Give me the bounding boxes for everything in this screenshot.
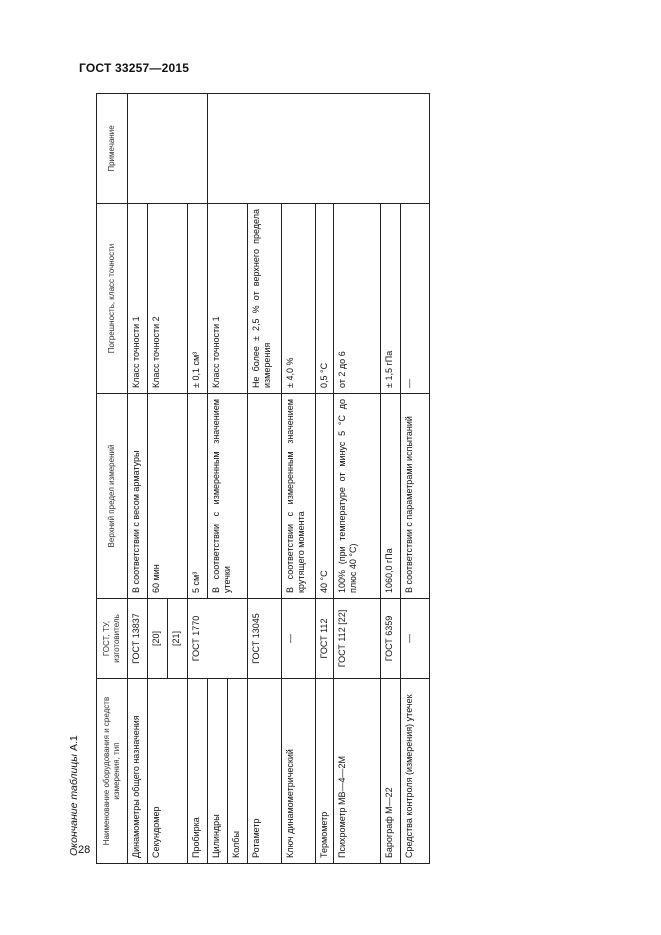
table-caption [68, 735, 80, 856]
cell-name: Средства контроля (измерения) утечек [401, 679, 430, 864]
cell-limit: 100% (при температуре от минус 5 °С до плюс 40 °С) [334, 394, 381, 599]
cell-limit: 5 см³ [188, 394, 208, 599]
cell-name: Колбы [228, 679, 248, 864]
cell-limit: 60 мин [148, 394, 188, 599]
col-header-limit: Верхний предел измерений [97, 394, 128, 599]
equipment-table [96, 93, 430, 864]
cell-note [208, 94, 430, 204]
cell-name: Ротаметр [248, 679, 282, 864]
cell-name: Ключ динамометрический [282, 679, 316, 864]
caption-number: А.1 [68, 735, 80, 752]
cell-standard: ГОСТ 13837 [128, 599, 148, 679]
cell-limit: 40 °С [316, 394, 334, 599]
table-row [248, 94, 282, 864]
cell-accuracy: ± 1,5 гПа [381, 204, 401, 394]
cell-limit [248, 394, 282, 599]
cell-standard: ГОСТ 13045 [248, 599, 282, 679]
cell-accuracy: Класс точности 1 [208, 204, 248, 394]
cell-accuracy: ± 0,1 см³ [188, 204, 208, 394]
cell-name: Цилиндры [208, 679, 228, 864]
table-header-row [97, 94, 128, 864]
cell-limit: В соответствии с весом арматуры [128, 394, 148, 599]
cell-accuracy: Класс точности 1 [128, 204, 148, 394]
rotated-table-block [68, 94, 422, 864]
cell-name: Секундомер [148, 679, 188, 864]
table-row [316, 94, 334, 864]
table-row [282, 94, 316, 864]
cell-accuracy: от 2 до 6 [334, 204, 381, 394]
table-row [381, 94, 401, 864]
cell-name: Психрометр МВ—4—2М [334, 679, 381, 864]
cell-name: Термометр [316, 679, 334, 864]
cell-standard: — [282, 599, 316, 679]
table-row [401, 94, 430, 864]
col-header-name: Наименование оборудования и средств измерения, тип [97, 679, 128, 864]
caption-prefix: Окончание таблицы [68, 753, 80, 856]
cell-limit: В соответствии с параметрами испытаний [401, 394, 430, 599]
cell-name: Пробирка [188, 679, 208, 864]
cell-standard: [21] [168, 599, 188, 679]
cell-name: Барограф М—22 [381, 679, 401, 864]
cell-standard: ГОСТ 112 [316, 599, 334, 679]
cell-standard: ГОСТ 6359 [381, 599, 401, 679]
col-header-note: Примечание [97, 94, 128, 204]
cell-standard: — [401, 599, 430, 679]
page-number: 28 [78, 844, 91, 856]
cell-standard: ГОСТ 112 [22] [334, 599, 381, 679]
cell-accuracy: 0,5 °С [316, 204, 334, 394]
cell-accuracy: Не более ± 2,5 % от верхнего предела измерения [248, 204, 282, 394]
cell-note [128, 94, 208, 204]
table-row [208, 94, 228, 864]
table-row [128, 94, 148, 864]
table-row [188, 94, 208, 864]
document-header: ГОСТ 33257—2015 [79, 61, 190, 75]
table-row [334, 94, 381, 864]
cell-name: Динамометры общего назначения [128, 679, 148, 864]
cell-standard: ГОСТ 1770 [188, 599, 248, 679]
cell-limit: В соответствии с измеренным значением утечки [208, 394, 248, 599]
cell-limit: В соответствии с измеренным значением крутящего момента [282, 394, 316, 599]
cell-limit: 1060,0 гПа [381, 394, 401, 599]
cell-accuracy: Класс точности 2 [148, 204, 188, 394]
cell-standard: [20] [148, 599, 168, 679]
col-header-standard: ГОСТ, ТУ, изготовитель [97, 599, 128, 679]
cell-accuracy: ± 4,0 % [282, 204, 316, 394]
cell-accuracy: — [401, 204, 430, 394]
table-row [148, 94, 168, 864]
col-header-accuracy: Погрешность, класс точности [97, 204, 128, 394]
